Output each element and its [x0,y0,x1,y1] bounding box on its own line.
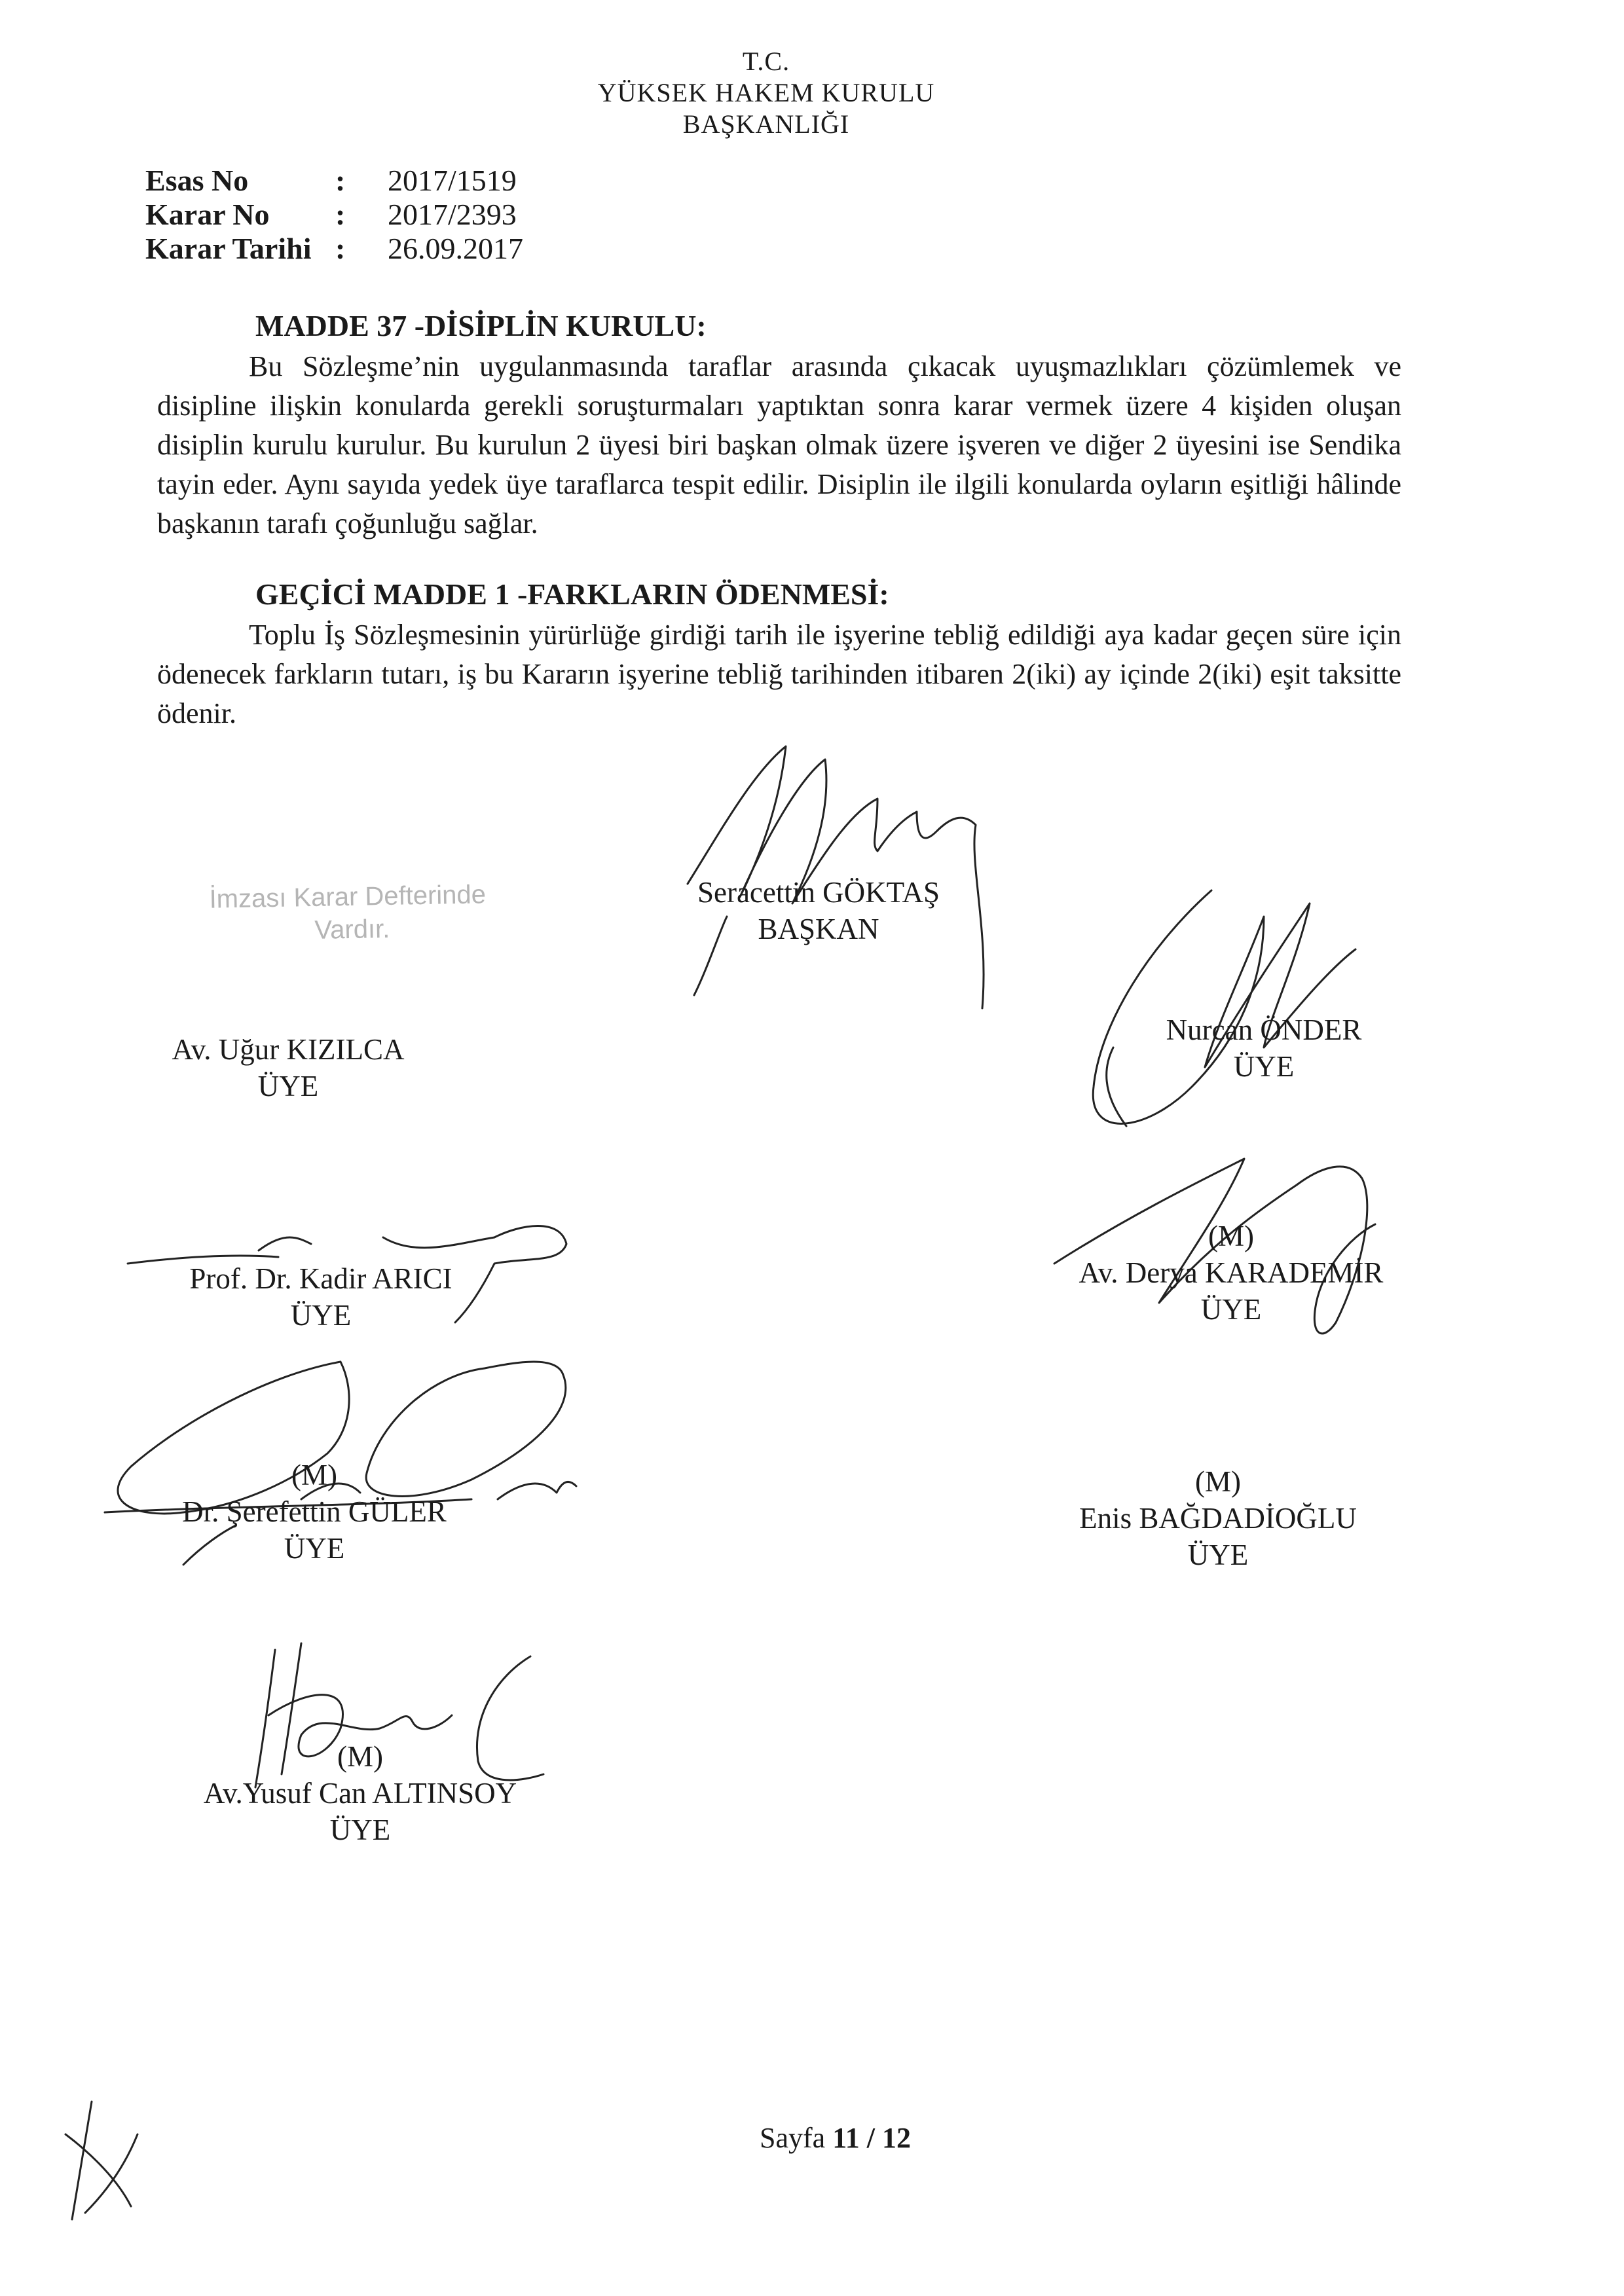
article-37-body [157,347,1401,543]
karademir-block [1035,1218,1428,1328]
president-block [674,874,963,947]
tarih-label: Karar Tarihi [145,232,312,265]
bagdadioglu-role: ÜYE [1187,1539,1249,1571]
document-header [511,46,1022,140]
onder-block [1126,1011,1401,1085]
guler-block [131,1457,498,1567]
tarih-row [145,232,523,266]
bagdadioglu-mark: (M) [1195,1465,1241,1498]
arici-name: Prof. Dr. Kadir ARICI [189,1262,452,1295]
bagdadioglu-name: Enis BAĞDADİOĞLU [1079,1502,1357,1535]
arici-block [151,1260,491,1334]
esas-row [145,164,523,198]
case-metadata [145,164,523,266]
article-37-text: Bu Sözleşme’nin uygulanmasında taraflar arasında çıkacak uyuşmazlıkları çözümlemek ve disipline ilişkin konularda gerekli soruşturmaları yaptıktan sonra karar vermek üzere 4 kişiden oluşan disiplin kurulu kurulur. Bu kurulun 2 üyesi biri başkan olmak üzere işveren ve diğer 2 üyesini ise Sendika tayin eder. Aynı sayıda yedek üye taraflarca tespit edilir. Disiplin ile ilgili konularda oyların eşitliği hâlinde başkanın tarafı çoğunluğu sağlar. [157,350,1401,539]
stamp-line-2: Vardır. [314,914,390,945]
separator: : [335,232,346,265]
page-number [760,2121,911,2155]
karademir-mark: (M) [1208,1220,1254,1252]
karar-label: Karar No [145,198,270,231]
karar-row [145,198,523,232]
altinsoy-mark: (M) [337,1740,383,1773]
esas-value: 2017/1519 [388,164,517,197]
kizilca-block [151,1031,426,1104]
karademir-role: ÜYE [1200,1293,1262,1326]
bagdadioglu-block [1022,1463,1414,1573]
tarih-value: 26.09.2017 [388,232,523,265]
provisional-article-1-title: GEÇİCİ MADDE 1 -FARKLARIN ÖDENMESİ: [255,577,889,611]
karar-value: 2017/2393 [388,198,517,231]
kizilca-name: Av. Uğur KIZILCA [172,1033,405,1066]
altinsoy-role: ÜYE [329,1813,391,1846]
onder-role: ÜYE [1233,1050,1295,1083]
provisional-article-1-body [157,615,1401,733]
initial-mark [52,2095,157,2226]
onder-signature [1048,851,1388,1159]
arici-role: ÜYE [290,1299,352,1332]
provisional-article-1-text: Toplu İş Sözleşmesinin yürürlüğe girdiği tarih ile işyerine tebliğ edildiği aya kadar geçen süre için ödenecek farkların tutarı, iş bu Kararın işyerine tebliğ tarihinden itibaren 2(iki) ay içinde 2(iki) eşit taksitte ödenir. [157,619,1401,729]
guler-role: ÜYE [284,1532,345,1565]
page-prefix: Sayfa [760,2122,826,2154]
signature-register-stamp [209,878,487,948]
guler-name: Dr. Şerefettin GÜLER [182,1495,447,1528]
header-presidency: BAŞKANLIĞI [682,109,850,139]
separator: : [335,198,346,231]
page-count: 11 / 12 [832,2122,911,2154]
kizilca-role: ÜYE [257,1070,319,1102]
altinsoy-block [164,1738,557,1848]
article-37-title: MADDE 37 -DİSİPLİN KURULU: [255,309,707,342]
header-institution: YÜKSEK HAKEM KURULU [597,78,935,107]
altinsoy-name: Av.Yusuf Can ALTINSOY [203,1777,517,1810]
president-name: Seracettin GÖKTAŞ [697,876,940,909]
esas-label: Esas No [145,164,249,197]
onder-name: Nurcan ÖNDER [1166,1013,1362,1046]
separator: : [335,164,346,197]
header-tc: T.C. [742,46,790,76]
karademir-name: Av. Derya KARADEMİR [1079,1256,1384,1289]
guler-mark: (M) [291,1459,337,1491]
president-role: BAŞKAN [758,913,879,945]
stamp-line-1: İmzası Karar Defterinde [209,880,487,914]
